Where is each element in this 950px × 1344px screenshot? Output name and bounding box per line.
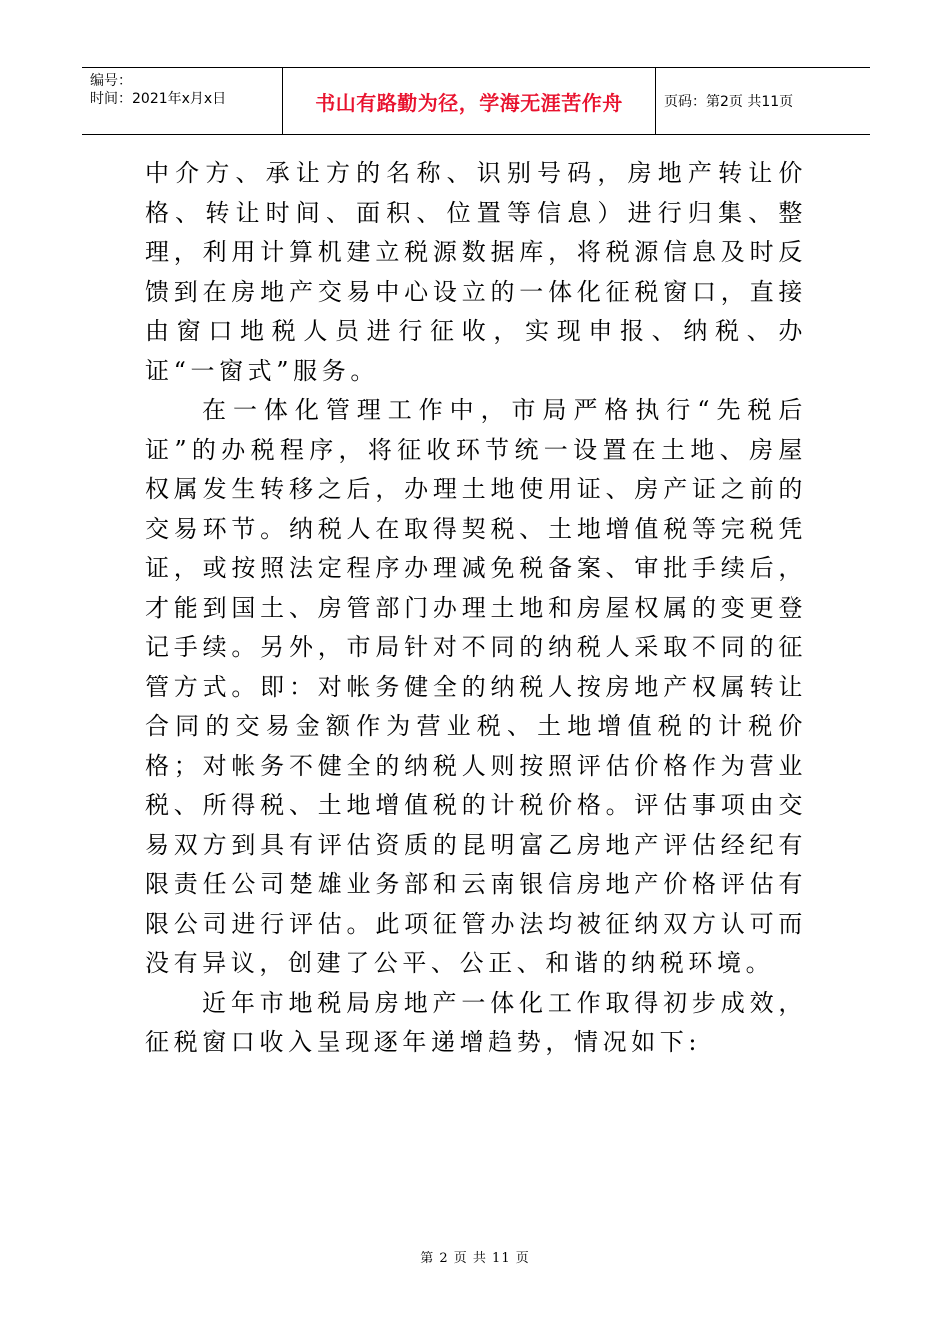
- header-motto-cell: [283, 68, 656, 134]
- document-body: [145, 154, 807, 1063]
- body-paragraph-3: 近年市地税局房地产一体化工作取得初步成效，征税窗口收入呈现逐年递增趋势，情况如下:: [145, 988, 807, 1056]
- document-time-label: 时间：2021年x月x日: [90, 91, 227, 107]
- body-paragraph-2: 在一体化管理工作中，市局严格执行“先税后证”的办税程序，将征收环节统一设置在土地、房屋权属发生转移之后，办理土地使用证、房产证之前的交易环节。纳税人在取得契税、土地增值税等完税凭证，或按照法定程序办理减免税备案、审批手续后，才能到国土、房管部门办理土地和房屋权属的变更登记手续。另外，市局针对不同的纳税人采取不同的征管方式。即：对帐务健全的纳税人按房地产权属转让合同的交易金额作为营业税、土地增值税的计税价格；对帐务不健全的纳税人则按照评估价格作为营业税、所得税、土地增值税的计税价格。评估事项由交易双方到具有评估资质的昆明富乙房地产评估经纪有限责任公司楚雄业务部和云南银信房地产价格评估有限公司进行评估。此项征管办法均被征纳双方认可而没有异议，创建了公平、公正、和谐的纳税环境。: [145, 396, 807, 977]
- header-motto: 书山有路勤为径，学海无涯苦作舟: [315, 90, 623, 115]
- header-meta: [82, 68, 283, 134]
- document-number-label: 编号：: [90, 73, 132, 89]
- page-header: [82, 67, 870, 135]
- page-footer: 第 2 页 共 11 页: [420, 1251, 530, 1266]
- header-page-number: 页码：第2页 共11页: [664, 94, 794, 110]
- body-paragraph-1: 中介方、承让方的名称、识别号码，房地产转让价格、转让时间、面积、位置等信息）进行归集、整理，利用计算机建立税源数据库，将税源信息及时反馈到在房地产交易中心设立的一体化征税窗口，直接由窗口地税人员进行征收，实现申报、纳税、办证“一窗式”服务。: [145, 159, 807, 385]
